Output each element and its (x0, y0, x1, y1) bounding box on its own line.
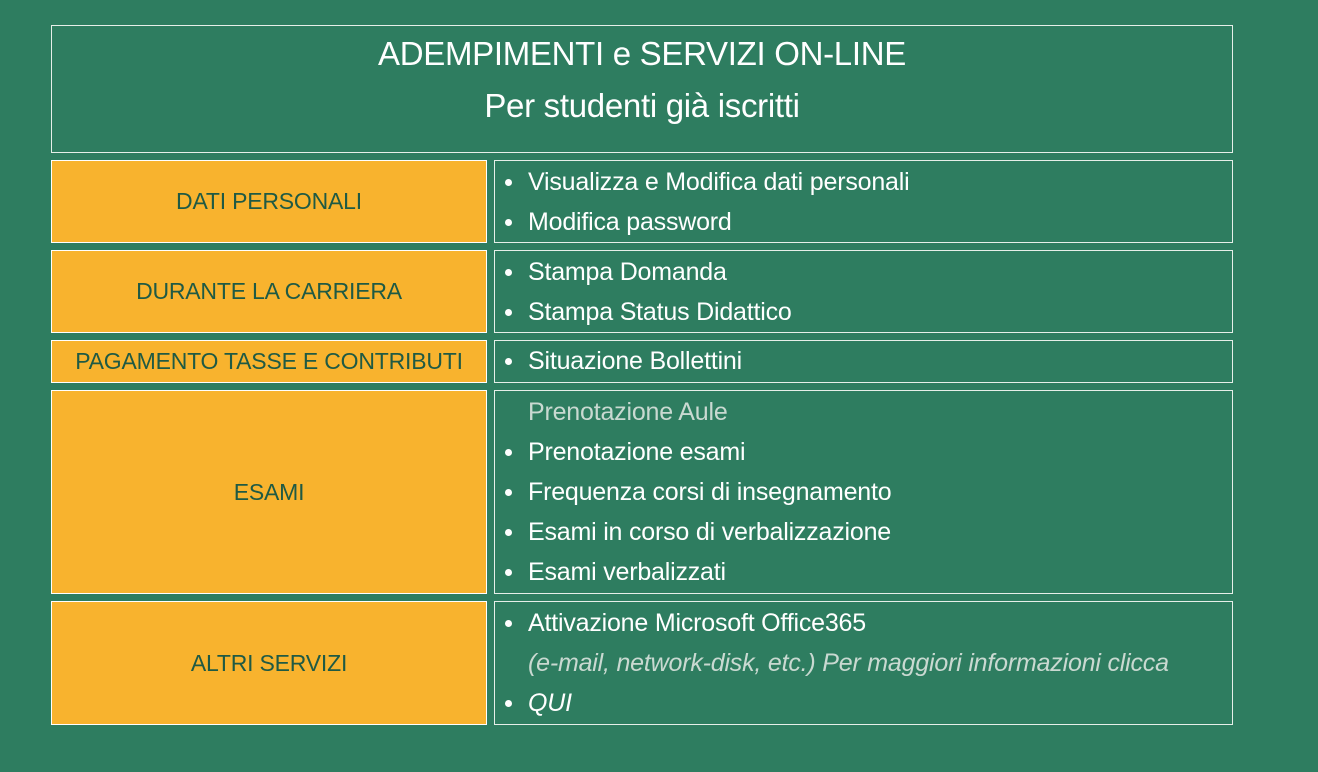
link-prenotazione-aule[interactable]: Prenotazione Aule (528, 398, 728, 426)
link-attivazione-office365[interactable]: Attivazione Microsoft Office365 (495, 603, 1232, 643)
office365-note: (e-mail, network-disk, etc.) Per maggiori informazioni clicca (528, 649, 1169, 677)
category-label: ESAMI (51, 390, 487, 594)
service-list (494, 250, 1233, 333)
service-list (494, 340, 1233, 383)
service-list (494, 390, 1233, 594)
link-stampa-domanda[interactable]: Stampa Domanda (495, 252, 1232, 292)
link-stampa-status[interactable]: Stampa Status Didattico (495, 292, 1232, 332)
category-label: PAGAMENTO TASSE E CONTRIBUTI (51, 340, 487, 383)
link-esami-in-corso[interactable]: Esami in corso di verbalizzazione (495, 512, 1232, 552)
services-panel (51, 25, 1233, 717)
page-title: ADEMPIMENTI e SERVIZI ON-LINE (378, 35, 906, 72)
link-visualizza-dati[interactable]: Visualizza e Modifica dati personali (495, 162, 1232, 202)
link-frequenza-corsi[interactable]: Frequenza corsi di insegnamento (495, 472, 1232, 512)
category-label: ALTRI SERVIZI (51, 601, 487, 725)
category-label: DURANTE LA CARRIERA (51, 250, 487, 333)
link-prenotazione-esami[interactable]: Prenotazione esami (495, 432, 1232, 472)
link-qui[interactable]: QUI (495, 683, 1232, 723)
page-header (51, 25, 1233, 153)
link-esami-verbalizzati[interactable]: Esami verbalizzati (495, 552, 1232, 592)
link-situazione-bollettini[interactable]: Situazione Bollettini (495, 341, 1232, 381)
page-subtitle: Per studenti già iscritti (484, 87, 800, 124)
service-list (494, 601, 1233, 725)
service-list (494, 160, 1233, 243)
link-modifica-password[interactable]: Modifica password (495, 202, 1232, 242)
category-label: DATI PERSONALI (51, 160, 487, 243)
